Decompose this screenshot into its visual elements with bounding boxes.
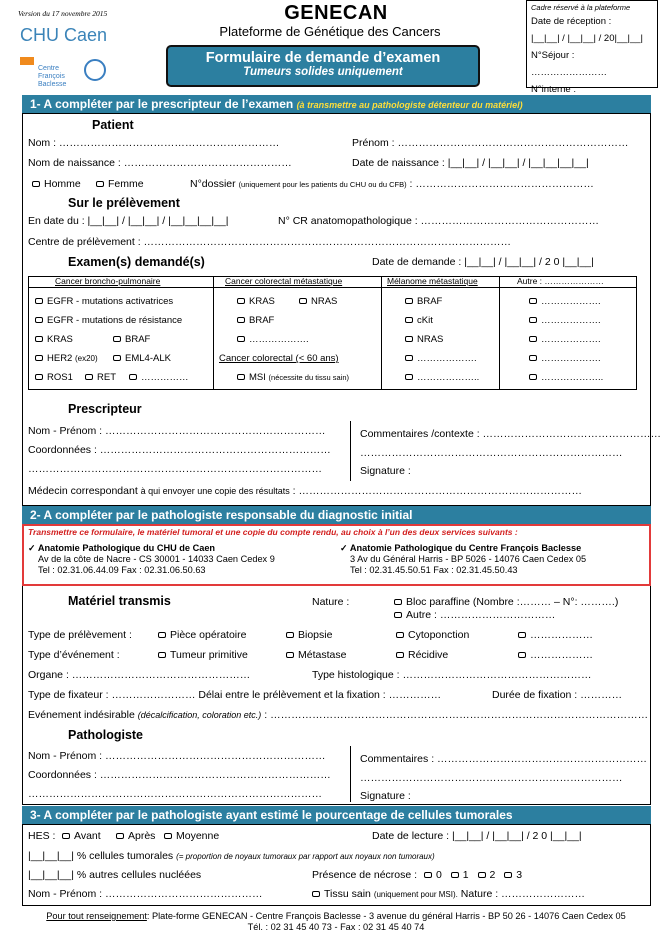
hes-moyenne-checkbox[interactable]: [164, 833, 172, 839]
interne-field[interactable]: N°interne :: [531, 84, 576, 95]
evenement-other-option[interactable]: [518, 649, 593, 661]
section2-header: [22, 506, 651, 524]
dossier-label: N°dossier: [190, 178, 236, 190]
section1-header: [22, 95, 651, 113]
platform-box: [526, 0, 658, 95]
ccb-logo: [20, 55, 110, 88]
table-header-colorectal: Cancer colorectal métastatique: [225, 276, 343, 286]
pct-tumorales-note: (= proportion de noyaux tumoraux par rapport aux noyaux non tumoraux): [176, 852, 435, 861]
her2-checkbox[interactable]: [35, 355, 43, 361]
hes-avant-label: Avant: [74, 830, 101, 842]
melanome-other2-option[interactable]: [405, 372, 479, 383]
prelevement-heading: Sur le prélèvement: [68, 196, 180, 210]
footer-line1: [0, 911, 672, 922]
organe-field[interactable]: Organe : ……………………………………………: [28, 669, 251, 681]
address-chu-title: ✓ Anatomie Pathologique du CHU de Caen: [28, 543, 216, 553]
address-cfb: [340, 543, 586, 576]
pathologiste-coordonnees-line2[interactable]: …………………………………………………………………………: [28, 788, 322, 800]
type-evenement-label: Type d’événement :: [28, 649, 120, 661]
broncho-other-checkbox[interactable]: [129, 374, 137, 380]
commentaires-line2[interactable]: …………………………………………………………………: [360, 447, 623, 459]
necrose-3-label: 3: [516, 869, 523, 881]
ccb-logo-mark: [20, 57, 34, 65]
date-naissance-field[interactable]: Date de naissance : |__|__| / |__|__| / |__|__|__|__|: [352, 157, 589, 169]
her2-note: (ex20): [74, 354, 98, 363]
pathologiste-signature-label: Signature :: [360, 790, 411, 802]
prescripteur-divider: [350, 421, 351, 481]
nras-melanome-label: NRAS: [417, 334, 444, 345]
form-title-box: [166, 45, 480, 87]
nature-label: Nature :: [312, 596, 350, 608]
section2-title: 2- A compléter par le pathologiste responsable du diagnostic initial: [30, 508, 413, 522]
bloc-paraffine-checkbox[interactable]: [394, 599, 402, 605]
autre-label-3: ……………….: [541, 334, 601, 345]
evenement-other-label: ………………: [530, 649, 593, 661]
hes-moyenne-option[interactable]: [164, 830, 219, 842]
piece-operatoire-option[interactable]: [158, 629, 246, 641]
braf-melanome-label: BRAF: [417, 296, 443, 307]
ros1-option[interactable]: [35, 372, 73, 383]
braf-melanome-option[interactable]: [405, 296, 442, 307]
autre-option-2[interactable]: [529, 315, 601, 326]
tumeur-primitive-checkbox[interactable]: [158, 652, 166, 658]
autre-option-5[interactable]: [529, 372, 603, 383]
tissu-sain-option[interactable]: [312, 888, 585, 900]
form-subtitle: Tumeurs solides uniquement: [243, 66, 403, 78]
footer-address: : Plate-forme GENECAN - Centre François Baclesse - 3 avenue du général Harris - BP 50 26 - 14076 Caen Cedex 05: [146, 911, 626, 921]
centre-field[interactable]: Centre de prélèvement : ……………………………………………………………………………………………: [28, 236, 512, 248]
address-cfb-line1: 3 Av du Général Harris - BP 5026 - 14076 Caen Cedex 05: [350, 554, 587, 564]
necrose-1-label: 1: [462, 869, 469, 881]
cytoponction-option[interactable]: [396, 629, 469, 641]
egfr-activatrices-checkbox[interactable]: [35, 298, 43, 304]
pct-tumorales-label: |__|__|__| % cellules tumorales: [28, 850, 174, 862]
page-subtitle: Plateforme de Génétique des Cancers: [219, 24, 441, 39]
autre-checkbox-2[interactable]: [529, 317, 537, 323]
autre-option-3[interactable]: [529, 334, 601, 345]
pathologiste-commentaires-line2[interactable]: …………………………………………………………………: [360, 772, 623, 784]
address-cfb-name: Anatomie Pathologique du Centre François Baclesse: [349, 543, 582, 553]
pathologiste-nom-field[interactable]: Nom - Prénom : ………………………………………………………: [28, 750, 326, 762]
date-demande-field[interactable]: Date de demande : |__|__| / |__|__| / 2 0 |__|__|: [372, 256, 594, 268]
platform-box-title: Cadre réservé à la plateforme: [531, 3, 631, 12]
nature-autre-checkbox[interactable]: [394, 612, 402, 618]
necrose-0-label: 0: [435, 869, 442, 881]
medecin-note: à qui envoyer une copie des résultats: [140, 486, 290, 496]
section1-note: (à transmettre au pathologiste détenteur du matériel): [296, 100, 523, 110]
metastase-label: Métastase: [298, 649, 347, 661]
nras-melanome-checkbox[interactable]: [405, 336, 413, 342]
kras-colorectal-option[interactable]: [237, 296, 275, 307]
autre-checkbox-5[interactable]: [529, 374, 537, 380]
ckit-checkbox[interactable]: [405, 317, 413, 323]
eml4-checkbox[interactable]: [113, 355, 121, 361]
autre-option-1[interactable]: [529, 296, 601, 307]
type-prelevement-label: Type de prélèvement :: [28, 629, 132, 641]
dossier-note: (uniquement pour les patients du CHU ou du CFB): [238, 180, 407, 189]
cr-field[interactable]: N° CR anatomopathologique : ……………………………………………: [278, 215, 600, 227]
melanome-other-label: ……………….: [417, 353, 477, 364]
recidive-label: Récidive: [408, 649, 449, 661]
examens-heading: Examen(s) demandé(s): [68, 255, 205, 269]
melanome-other2-checkbox[interactable]: [405, 374, 413, 380]
pathologiste-commentaires-field[interactable]: Commentaires : ……………………………………………………: [360, 753, 648, 765]
exam-table: [28, 276, 637, 390]
nom-naissance-field[interactable]: Nom de naissance : …………………………………………: [28, 157, 292, 169]
table-header-broncho: Cancer broncho-pulmonaire: [55, 276, 161, 286]
pct-tumorales-field[interactable]: [28, 850, 435, 862]
table-header-rule: [29, 287, 636, 288]
hes-label: HES :: [28, 830, 56, 842]
melanome-other2-label: ………………..: [417, 372, 480, 383]
biopsie-option[interactable]: [286, 629, 332, 641]
nras-melanome-option[interactable]: [405, 334, 443, 345]
colorectal-sub-heading: Cancer colorectal (< 60 ans): [219, 353, 339, 364]
evenement-indesirable-field[interactable]: [28, 709, 648, 721]
prescripteur-coordonnees-field[interactable]: Coordonnées : …………………………………………………………: [28, 444, 331, 456]
necrose-1-checkbox[interactable]: [451, 872, 459, 878]
page-title: GENECAN: [284, 2, 388, 24]
biopsie-checkbox[interactable]: [286, 632, 294, 638]
address-chu-line1: Av de la côte de Nacre - CS 30001 - 14033 Caen Cedex 9: [38, 554, 275, 564]
medecin-label: Médecin correspondant: [28, 485, 138, 497]
version-text: Version du 17 novembre 2015: [18, 9, 108, 18]
tissu-sain-checkbox[interactable]: [312, 891, 320, 897]
section3-nom-field[interactable]: Nom - Prénom : ………………………………………: [28, 888, 263, 900]
nature-autre-label: Autre : ……………………………: [406, 609, 556, 621]
egfr-activatrices-option[interactable]: [35, 296, 173, 307]
tissu-sain-nature: Nature : ……………………: [460, 888, 586, 900]
kras-colorectal-label: KRAS: [249, 296, 275, 307]
autre-checkbox-4[interactable]: [529, 355, 537, 361]
evenement-indesirable-dots: : ………………………………………………………………………………………………: [264, 709, 649, 721]
homme-option[interactable]: [32, 178, 81, 190]
nras-colorectal-option[interactable]: [299, 296, 337, 307]
prelevement-other-checkbox[interactable]: [518, 632, 526, 638]
footer-line2: Tél. : 02 31 45 40 73 - Fax : 02 31 45 40 74: [247, 922, 425, 932]
tumeur-primitive-option[interactable]: [158, 649, 248, 661]
biopsie-label: Biopsie: [298, 629, 333, 641]
her2-option[interactable]: [35, 353, 98, 364]
fixateur-field[interactable]: Type de fixateur : …………………… Délai entre le prélèvement et la fixation : ……………: [28, 689, 442, 701]
broncho-other-option[interactable]: [129, 372, 189, 383]
pct-autres-field[interactable]: |__|__|__| % autres cellules nucléées: [28, 869, 202, 881]
braf-colorectal-label: BRAF: [249, 315, 275, 326]
date-lecture-field[interactable]: Date de lecture : |__|__| / |__|__| / 2 0 |__|__|: [372, 830, 582, 842]
prescripteur-coordonnees-line2[interactable]: …………………………………………………………………………: [28, 463, 322, 475]
ccb-logo-text: Centre François Baclesse: [38, 65, 67, 88]
footer: [0, 911, 672, 933]
autre-checkbox-1[interactable]: [529, 298, 537, 304]
kras-broncho-checkbox[interactable]: [35, 336, 43, 342]
ckit-option[interactable]: [405, 315, 433, 326]
msi-option[interactable]: [237, 372, 349, 383]
bloc-paraffine-label: Bloc paraffine (Nombre :……… – N°: ……….): [406, 596, 619, 608]
kras-colorectal-checkbox[interactable]: [237, 298, 245, 304]
recidive-checkbox[interactable]: [396, 652, 404, 658]
prescripteur-nom-field[interactable]: Nom - Prénom : ………………………………………………………: [28, 425, 326, 437]
recidive-option[interactable]: [396, 649, 448, 661]
table-divider: [381, 277, 382, 389]
braf-broncho-checkbox[interactable]: [113, 336, 121, 342]
medecin-dots: : ………………………………………………………………………: [292, 485, 583, 497]
egfr-activatrices-label: EGFR - mutations activatrices: [47, 296, 174, 307]
autre-checkbox-3[interactable]: [529, 336, 537, 342]
colorectal-other-option[interactable]: [237, 334, 309, 345]
autre-label-4: ……………….: [541, 353, 601, 364]
femme-option[interactable]: [96, 178, 144, 190]
cytoponction-checkbox[interactable]: [396, 632, 404, 638]
duree-fixation-field[interactable]: Durée de fixation : …………: [492, 689, 623, 701]
kras-broncho-label: KRAS: [47, 334, 73, 345]
sejour-field[interactable]: N°Séjour : ……………………: [531, 50, 607, 78]
necrose-2-checkbox[interactable]: [478, 872, 486, 878]
eml4-label: EML4-ALK: [125, 353, 171, 364]
ret-label: RET: [97, 372, 116, 383]
table-header-autre: Autre : …………………: [517, 276, 604, 286]
table-divider: [499, 277, 500, 389]
cytoponction-label: Cytoponction: [408, 629, 470, 641]
table-divider: [213, 277, 214, 389]
hes-moyenne-label: Moyenne: [176, 830, 220, 842]
necrose-0-checkbox[interactable]: [424, 872, 432, 878]
eml4-option[interactable]: [113, 353, 171, 364]
prelevement-other-option[interactable]: [518, 629, 593, 641]
red-notice-box: [22, 524, 651, 586]
msi-checkbox[interactable]: [237, 374, 245, 380]
hes-avant-checkbox[interactable]: [62, 833, 70, 839]
dossier-dots: : ……………………………………………: [409, 178, 594, 190]
ros1-label: ROS1: [47, 372, 73, 383]
autre-label-1: ……………….: [541, 296, 601, 307]
msi-label: MSI: [249, 372, 266, 383]
reception-label: Date de réception :: [531, 16, 612, 27]
tumeur-primitive-label: Tumeur primitive: [170, 649, 248, 661]
medecin-correspondant-field[interactable]: [28, 485, 582, 497]
nature-autre-option[interactable]: [394, 609, 555, 621]
red-notice-text: Transmettre ce formulaire, le matériel tumoral et une copie du compte rendu, au choix à l’un des deux services suivants :: [28, 527, 518, 537]
section3-header: [22, 806, 651, 824]
chu-logo: CHU Caen: [20, 25, 108, 45]
hes-avant-option[interactable]: [62, 830, 101, 842]
autre-label-5: ………………..: [541, 372, 604, 383]
prelevement-other-label: ………………: [530, 629, 593, 641]
prescripteur-signature-label: Signature :: [360, 465, 411, 477]
melanome-other-option[interactable]: [405, 353, 477, 364]
braf-broncho-option[interactable]: [113, 334, 150, 345]
femme-checkbox[interactable]: [96, 181, 104, 187]
table-header-melanome: Mélanome métastatique: [387, 276, 478, 286]
necrose-2-label: 2: [489, 869, 496, 881]
nras-colorectal-label: NRAS: [311, 296, 338, 307]
bloc-paraffine-option[interactable]: [394, 596, 618, 608]
metastase-option[interactable]: [286, 649, 346, 661]
footer-label: Pour tout renseignement: [46, 911, 147, 921]
tissu-sain-note: (uniquement pour MSI).: [373, 890, 458, 899]
dossier-field[interactable]: [190, 178, 594, 190]
evenement-indesirable-note: (décalcification, coloration etc.): [137, 710, 262, 720]
broncho-other-label: ……………: [141, 372, 189, 383]
materiel-heading: Matériel transmis: [68, 594, 171, 608]
homme-label: Homme: [44, 178, 81, 190]
prenom-field[interactable]: Prénom : …………………………………………………………: [352, 137, 629, 149]
homme-checkbox[interactable]: [32, 181, 40, 187]
form-title: Formulaire de demande d’examen: [205, 50, 441, 66]
nras-colorectal-checkbox[interactable]: [299, 298, 307, 304]
autre-option-4[interactable]: [529, 353, 601, 364]
hes-apres-label: Après: [128, 830, 156, 842]
patient-heading: Patient: [92, 118, 134, 132]
en-date-field[interactable]: En date du : |__|__| / |__|__| / |__|__|__|__|: [28, 215, 229, 227]
evenement-other-checkbox[interactable]: [518, 652, 526, 658]
address-cfb-title: ✓ Anatomie Pathologique du Centre François Baclesse: [340, 543, 582, 553]
section1-title: 1- A compléter par le prescripteur de l’examen: [30, 97, 294, 111]
pathologiste-heading: Pathologiste: [68, 728, 144, 742]
autre-label-2: ……………….: [541, 315, 601, 326]
ros1-checkbox[interactable]: [35, 374, 43, 380]
pathologiste-coordonnees-field[interactable]: Coordonnées : …………………………………………………………: [28, 769, 331, 781]
address-chu: [28, 543, 275, 576]
ccb-logo-circle: [84, 59, 106, 81]
piece-operatoire-label: Pièce opératoire: [170, 629, 247, 641]
address-cfb-line2: Tel : 02.31.45.50.51 Fax : 02.31.45.50.43: [350, 565, 518, 575]
evenement-indesirable-label: Evénement indésirable: [28, 709, 135, 721]
nom-field[interactable]: Nom : ………………………………………………………: [28, 137, 280, 149]
femme-label: Femme: [108, 178, 144, 190]
melanome-other-checkbox[interactable]: [405, 355, 413, 361]
address-chu-line2: Tel : 02.31.06.44.09 Fax : 02.31.06.50.63: [38, 565, 206, 575]
type-histologique-field[interactable]: Type histologique : ………………………………………………: [312, 669, 592, 681]
braf-melanome-checkbox[interactable]: [405, 298, 413, 304]
ret-option[interactable]: [85, 372, 116, 383]
piece-operatoire-checkbox[interactable]: [158, 632, 166, 638]
egfr-resistance-label: EGFR - mutations de résistance: [47, 315, 183, 326]
braf-broncho-label: BRAF: [125, 334, 151, 345]
ret-checkbox[interactable]: [85, 374, 93, 380]
necrose-label: Présence de nécrose :: [312, 869, 418, 881]
colorectal-other-label: ……………….: [249, 334, 309, 345]
reception-field[interactable]: |__|__| / |__|__| / 20|__|__|: [531, 33, 644, 44]
msi-note: (nécessite du tissu sain): [268, 373, 349, 382]
pathologiste-divider: [350, 746, 351, 802]
braf-colorectal-checkbox[interactable]: [237, 317, 245, 323]
her2-label: HER2: [47, 353, 73, 364]
address-chu-name: Anatomie Pathologique du CHU de Caen: [37, 543, 216, 553]
commentaires-contexte-field[interactable]: Commentaires /contexte : ……………………………………………: [360, 428, 662, 440]
hes-apres-option[interactable]: [116, 830, 155, 842]
braf-colorectal-option[interactable]: [237, 315, 274, 326]
necrose-group: [312, 869, 522, 881]
egfr-resistance-option[interactable]: [35, 315, 182, 326]
tissu-sain-label: Tissu sain: [324, 888, 371, 900]
hes-apres-checkbox[interactable]: [116, 833, 124, 839]
prescripteur-heading: Prescripteur: [68, 402, 142, 416]
colorectal-other-checkbox[interactable]: [237, 336, 245, 342]
ckit-label: cKit: [417, 315, 433, 326]
necrose-3-checkbox[interactable]: [504, 872, 512, 878]
egfr-resistance-checkbox[interactable]: [35, 317, 43, 323]
kras-broncho-option[interactable]: [35, 334, 73, 345]
section3-title: 3- A compléter par le pathologiste ayant estimé le pourcentage de cellules tumorales: [30, 808, 513, 822]
metastase-checkbox[interactable]: [286, 652, 294, 658]
